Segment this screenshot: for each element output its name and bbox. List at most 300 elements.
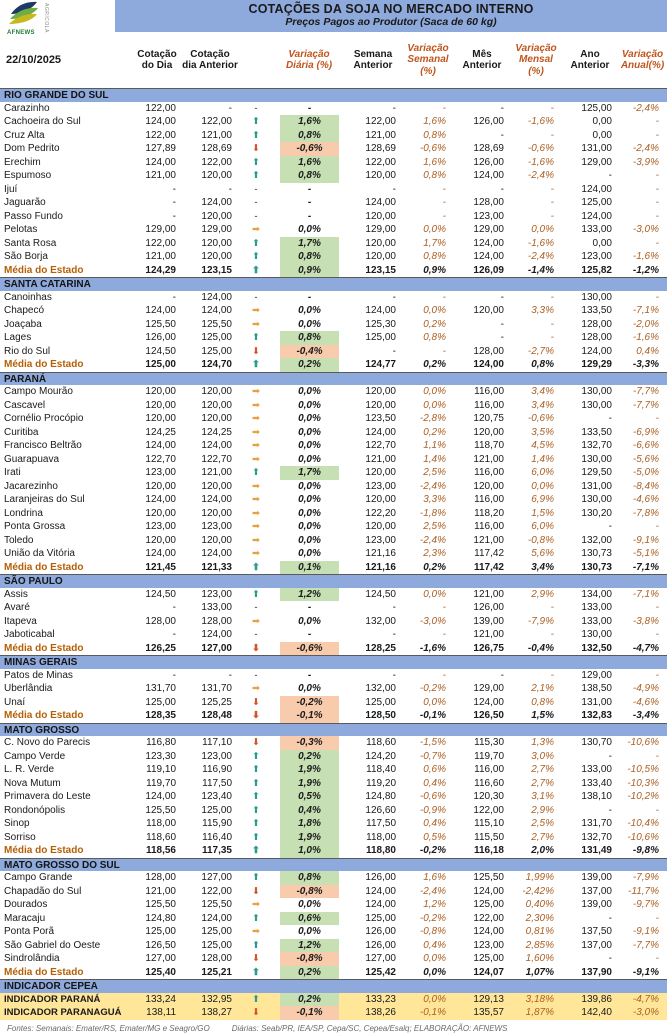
- quote-day-cell: 125,40: [145, 966, 176, 978]
- daily-variation-cell: -0,2%: [274, 696, 344, 710]
- table-row: [0, 210, 667, 224]
- arrow-up-icon: ⬆: [252, 170, 260, 181]
- month-prev-cell: 116,00: [474, 764, 504, 775]
- month-prev-cell: 116,00: [474, 521, 504, 532]
- year-prev-cell: 138,50: [581, 683, 612, 694]
- quote-day-cell: 124,00: [145, 791, 176, 802]
- annual-variation-cell: -11,7%: [628, 885, 659, 897]
- daily-variation-cell: 0,0%: [298, 494, 321, 505]
- quote-day-cell: 126,25: [145, 642, 176, 654]
- daily-variation-cell: 1,2%: [274, 588, 344, 602]
- week-prev-cell: 118,80: [365, 845, 396, 856]
- year-prev-cell: 132,83: [581, 710, 612, 721]
- year-prev-cell: 133,00: [581, 602, 612, 613]
- daily-variation-cell: 1,2%: [274, 939, 344, 953]
- quote-day-cell: 120,00: [145, 507, 176, 519]
- month-prev-cell: 123,00: [473, 210, 504, 222]
- month-prev-cell: 125,50: [473, 872, 504, 883]
- month-prev-cell: 126,00: [473, 156, 504, 168]
- monthly-variation-cell: -2,7%: [527, 345, 554, 357]
- week-prev-cell: 126,00: [365, 939, 396, 951]
- month-prev-cell: 129,00: [473, 224, 504, 235]
- week-prev-cell: 126,60: [365, 804, 396, 816]
- monthly-variation-cell: 2,85%: [525, 939, 554, 951]
- arrow-up-icon: ⬆: [252, 872, 260, 883]
- quote-day-cell: 128,00: [145, 615, 176, 627]
- arrow-right-icon: ➡: [252, 615, 260, 627]
- quote-day-cell: 122,00: [145, 129, 176, 141]
- month-prev-cell: 116,60: [474, 777, 504, 789]
- monthly-variation-cell: 3,5%: [531, 426, 554, 438]
- daily-variation-cell: 0,0%: [298, 318, 321, 330]
- quote-day-cell: 121,00: [145, 885, 176, 897]
- month-prev-cell: 125,00: [473, 899, 504, 910]
- table-row: [0, 912, 667, 926]
- quote-prev-day-cell: 127,00: [201, 872, 232, 883]
- quote-day-cell: -: [172, 669, 176, 681]
- annual-variation-cell: -8,4%: [632, 480, 659, 492]
- weekly-variation-cell: 0,8%: [423, 129, 446, 141]
- week-prev-cell: 126,00: [365, 872, 396, 883]
- week-prev-cell: 120,00: [365, 399, 396, 411]
- year-prev-cell: 134,00: [581, 588, 612, 600]
- monthly-variation-cell: 3,0%: [531, 750, 554, 762]
- weekly-variation-cell: 0,8%: [423, 170, 446, 181]
- annual-variation-cell: -9,1%: [632, 926, 659, 937]
- weekly-variation-cell: -0,2%: [419, 845, 446, 856]
- city-name-cell: C. Novo do Parecis: [4, 737, 91, 748]
- arrow-down-icon: ⬇: [252, 696, 260, 708]
- month-prev-cell: -: [500, 129, 504, 141]
- arrow-up-icon: ⬆: [252, 359, 260, 370]
- monthly-variation-cell: -: [550, 102, 554, 114]
- annual-variation-cell: -7,8%: [632, 507, 659, 519]
- quote-prev-day-cell: 125,00: [201, 345, 232, 357]
- monthly-variation-cell: -2,4%: [527, 251, 554, 262]
- city-name-cell: Itapeva: [4, 615, 37, 627]
- year-prev-cell: 129,00: [581, 156, 612, 168]
- quote-day-cell: 120,00: [145, 386, 176, 397]
- leaf-logo-icon: [7, 1, 43, 25]
- quote-prev-day-cell: 128,48: [201, 710, 232, 721]
- table-row: [0, 925, 667, 939]
- quote-prev-day-cell: -: [228, 183, 232, 195]
- city-name-cell: Erechim: [4, 156, 41, 168]
- quote-prev-day-cell: 124,00: [201, 494, 232, 505]
- week-prev-cell: 125,30: [365, 318, 396, 330]
- table-row: [0, 142, 667, 156]
- daily-variation-cell: 0,2%: [274, 750, 344, 764]
- quote-day-cell: 123,00: [145, 521, 176, 532]
- city-name-cell: Rio do Sul: [4, 345, 51, 357]
- week-prev-cell: 118,00: [366, 831, 396, 843]
- quote-prev-day-cell: 125,21: [201, 966, 232, 978]
- quote-prev-day-cell: 133,00: [201, 602, 232, 613]
- daily-variation-cell: -0,8%: [274, 885, 344, 899]
- daily-variation-cell: 0,2%: [274, 358, 344, 372]
- quote-day-cell: 124,25: [145, 426, 176, 438]
- table-row: [0, 156, 667, 170]
- section-header: SÃO PAULO: [0, 574, 667, 588]
- weekly-variation-cell: 0,2%: [423, 426, 446, 438]
- weekly-variation-cell: -: [442, 291, 446, 303]
- report-footer: [0, 1020, 667, 1033]
- monthly-variation-cell: -: [550, 129, 554, 141]
- quote-prev-day-cell: 125,00: [201, 804, 232, 816]
- monthly-variation-cell: 1,5%: [531, 507, 554, 519]
- year-prev-cell: 129,50: [581, 467, 612, 478]
- column-header: Variação Anual(%): [620, 48, 665, 71]
- column-header: Variação Mensal (%): [515, 43, 557, 77]
- daily-variation-cell: 0,8%: [274, 871, 344, 885]
- quote-day-cell: 127,00: [145, 953, 176, 964]
- city-name-cell: Santa Rosa: [4, 237, 57, 249]
- quote-day-cell: 122,70: [145, 453, 176, 465]
- quote-day-cell: 122,00: [145, 102, 176, 114]
- monthly-variation-cell: 0,40%: [525, 899, 554, 910]
- quote-prev-day-cell: 125,50: [201, 899, 232, 910]
- week-prev-cell: 119,20: [366, 777, 396, 789]
- month-prev-cell: 128,00: [473, 197, 504, 208]
- city-name-cell: Campo Grande: [4, 872, 73, 883]
- year-prev-cell: -: [608, 750, 612, 762]
- sources-weekly: Fontes: Semanais: Emater/RS, Emater/MG e Seagro/GO: [7, 1023, 210, 1033]
- weekly-variation-cell: 1,6%: [423, 116, 446, 127]
- arrow-right-icon: ➡: [252, 453, 260, 465]
- table-row: [0, 237, 667, 251]
- month-prev-cell: 122,00: [473, 804, 504, 816]
- quote-day-cell: 125,00: [145, 696, 176, 708]
- quote-day-cell: 122,00: [145, 237, 176, 249]
- state-average-label: Média do Estado: [4, 710, 84, 721]
- table-row: [0, 763, 667, 777]
- quote-prev-day-cell: 124,00: [201, 440, 232, 451]
- quote-day-cell: 125,00: [145, 926, 176, 937]
- table-row: [0, 264, 667, 278]
- weekly-variation-cell: -2,4%: [419, 534, 446, 546]
- monthly-variation-cell: 0,8%: [531, 359, 554, 370]
- monthly-variation-cell: 1,60%: [525, 953, 554, 964]
- quote-prev-day-cell: 120,00: [201, 170, 232, 181]
- arrow-down-icon: ⬇: [252, 885, 260, 897]
- daily-variation-cell: -0,6%: [274, 142, 344, 156]
- daily-variation-cell: -0,3%: [274, 736, 344, 750]
- month-prev-cell: 124,00: [473, 237, 504, 249]
- week-prev-cell: 122,00: [365, 116, 396, 127]
- month-prev-cell: -: [500, 318, 504, 330]
- arrow-up-icon: ⬆: [252, 156, 260, 168]
- daily-variation-cell: 0,8%: [274, 331, 344, 345]
- city-name-cell: L. R. Verde: [4, 764, 55, 775]
- monthly-variation-cell: 5,6%: [531, 548, 554, 559]
- table-row: [0, 480, 667, 494]
- quote-prev-day-cell: 120,00: [201, 507, 232, 519]
- annual-variation-cell: -: [655, 129, 659, 141]
- monthly-variation-cell: 3,3%: [531, 305, 554, 316]
- week-prev-cell: 120,00: [365, 237, 396, 249]
- monthly-variation-cell: 0,8%: [531, 696, 554, 708]
- year-prev-cell: 133,50: [581, 426, 612, 438]
- weekly-variation-cell: -0,1%: [419, 1007, 446, 1018]
- annual-variation-cell: -: [655, 750, 659, 762]
- quote-prev-day-cell: 124,00: [201, 197, 232, 208]
- month-prev-cell: 118,70: [474, 440, 504, 451]
- month-prev-cell: 121,00: [473, 453, 504, 465]
- weekly-variation-cell: 0,0%: [423, 305, 446, 316]
- daily-variation-cell: 0,0%: [298, 548, 321, 559]
- monthly-variation-cell: -: [550, 629, 554, 640]
- arrow-up-icon: ⬆: [252, 845, 260, 856]
- weekly-variation-cell: 0,8%: [423, 332, 446, 343]
- arrow-right-icon: ➡: [252, 440, 260, 451]
- week-prev-cell: -: [392, 291, 396, 303]
- quote-prev-day-cell: 123,00: [201, 521, 232, 532]
- month-prev-cell: 116,00: [474, 386, 504, 397]
- daily-variation-cell: 0,6%: [274, 912, 344, 926]
- week-prev-cell: 121,00: [365, 453, 396, 465]
- week-prev-cell: 120,00: [365, 521, 396, 532]
- annual-variation-cell: -10,4%: [627, 818, 659, 829]
- weekly-variation-cell: -1,5%: [419, 737, 446, 748]
- weekly-variation-cell: 0,9%: [423, 264, 446, 276]
- year-prev-cell: 130,73: [581, 548, 612, 559]
- quote-prev-day-cell: 122,70: [201, 453, 232, 465]
- year-prev-cell: 133,00: [581, 764, 612, 775]
- year-prev-cell: 129,00: [581, 669, 612, 681]
- weekly-variation-cell: 0,4%: [423, 939, 446, 951]
- daily-variation-cell: 1,7%: [274, 466, 344, 480]
- monthly-variation-cell: 1,5%: [531, 710, 554, 721]
- daily-variation-cell: 0,0%: [298, 426, 321, 438]
- report-date: 22/10/2025: [6, 54, 62, 66]
- year-prev-cell: 137,90: [581, 966, 612, 978]
- week-prev-cell: 124,00: [365, 899, 396, 910]
- weekly-variation-cell: 0,0%: [423, 224, 446, 235]
- quote-day-cell: -: [172, 291, 176, 303]
- month-prev-cell: 120,30: [473, 791, 504, 802]
- annual-variation-cell: -4,6%: [632, 494, 659, 505]
- arrow-right-icon: ➡: [252, 386, 260, 397]
- monthly-variation-cell: 0,0%: [531, 224, 554, 235]
- year-prev-cell: 131,00: [581, 480, 612, 492]
- quote-prev-day-cell: 125,25: [201, 696, 232, 708]
- city-name-cell: INDICADOR PARANAGUÁ: [4, 1007, 122, 1018]
- year-prev-cell: 132,50: [581, 642, 612, 654]
- arrow-right-icon: ➡: [252, 534, 260, 546]
- weekly-variation-cell: 0,0%: [423, 588, 446, 600]
- monthly-variation-cell: 2,5%: [531, 818, 554, 829]
- week-prev-cell: 129,00: [365, 224, 396, 235]
- table-row: [0, 358, 667, 372]
- week-prev-cell: 118,40: [366, 764, 396, 775]
- sources-daily: Diárias: Seab/PR, IEA/SP, Cepa/SC, Cepea/Esalq; ELABORAÇÃO: AFNEWS: [231, 1023, 508, 1033]
- report-header: [0, 0, 667, 88]
- arrow-up-icon: ⬆: [252, 764, 260, 775]
- month-prev-cell: 126,50: [473, 710, 504, 721]
- week-prev-cell: 125,00: [365, 912, 396, 924]
- annual-variation-cell: -4,9%: [632, 683, 659, 694]
- annual-variation-cell: -: [655, 602, 659, 613]
- arrow-up-icon: ⬆: [252, 750, 260, 762]
- state-average-label: Média do Estado: [4, 845, 84, 856]
- quote-day-cell: 124,80: [145, 912, 176, 924]
- table-row: [0, 318, 667, 332]
- week-prev-cell: 128,25: [365, 642, 396, 654]
- daily-variation-cell: 0,1%: [274, 561, 344, 575]
- annual-variation-cell: -7,9%: [632, 872, 659, 883]
- table-row: [0, 750, 667, 764]
- city-name-cell: Jaboticabal: [4, 629, 55, 640]
- table-row: [0, 1006, 667, 1020]
- quote-prev-day-cell: 124,00: [201, 548, 232, 559]
- table-row: [0, 696, 667, 710]
- table-row: [0, 736, 667, 750]
- city-name-cell: Espumoso: [4, 170, 52, 181]
- week-prev-cell: -: [392, 629, 396, 640]
- month-prev-cell: 124,00: [473, 696, 504, 708]
- city-name-cell: Cornélio Procópio: [4, 413, 84, 424]
- month-prev-cell: 116,18: [473, 845, 504, 856]
- month-prev-cell: 115,10: [474, 818, 504, 829]
- weekly-variation-cell: 0,5%: [423, 831, 446, 843]
- month-prev-cell: 126,00: [473, 602, 504, 613]
- monthly-variation-cell: 2,7%: [531, 764, 554, 775]
- weekly-variation-cell: -2,4%: [419, 885, 446, 897]
- annual-variation-cell: -7,1%: [632, 305, 659, 316]
- table-row: [0, 628, 667, 642]
- annual-variation-cell: -3,3%: [632, 359, 659, 370]
- quote-prev-day-cell: 116,40: [202, 831, 232, 843]
- week-prev-cell: 123,50: [365, 413, 396, 424]
- table-row: [0, 520, 667, 534]
- week-prev-cell: 126,00: [365, 926, 396, 937]
- weekly-variation-cell: 2,3%: [423, 548, 446, 559]
- city-name-cell: Ijuí: [4, 183, 18, 195]
- annual-variation-cell: -: [655, 629, 659, 640]
- arrow-right-icon: ➡: [252, 318, 260, 330]
- quote-prev-day-cell: 120,00: [201, 251, 232, 262]
- daily-variation-cell: -: [307, 291, 312, 303]
- week-prev-cell: 122,70: [365, 440, 396, 451]
- annual-variation-cell: -9,7%: [632, 899, 659, 910]
- year-prev-cell: 124,00: [581, 210, 612, 222]
- daily-variation-cell: 1,8%: [274, 817, 344, 831]
- month-prev-cell: 125,00: [473, 953, 504, 964]
- quote-prev-day-cell: 124,00: [201, 912, 232, 924]
- quote-prev-day-cell: 122,00: [201, 156, 232, 168]
- daily-variation-cell: 1,6%: [274, 156, 344, 170]
- city-name-cell: INDICADOR PARANÁ: [4, 993, 101, 1005]
- quote-day-cell: 128,35: [145, 710, 176, 721]
- month-prev-cell: 129,00: [473, 683, 504, 694]
- annual-variation-cell: -: [655, 953, 659, 964]
- state-average-label: Média do Estado: [4, 642, 84, 654]
- daily-variation-cell: -0,4%: [274, 345, 344, 359]
- quote-day-cell: 123,00: [145, 467, 176, 478]
- year-prev-cell: 128,00: [581, 332, 612, 343]
- quote-day-cell: 124,00: [145, 116, 176, 127]
- year-prev-cell: 137,00: [581, 885, 612, 897]
- table-row: [0, 561, 667, 575]
- quote-day-cell: 120,00: [145, 534, 176, 546]
- week-prev-cell: 124,80: [365, 791, 396, 802]
- city-name-cell: Passo Fundo: [4, 210, 63, 222]
- year-prev-cell: 130,00: [581, 386, 612, 397]
- annual-variation-cell: -4,7%: [632, 642, 659, 654]
- weekly-variation-cell: -1,6%: [419, 642, 446, 654]
- week-prev-cell: 122,00: [365, 156, 396, 168]
- city-name-cell: Rondonópolis: [4, 804, 66, 816]
- arrow-down-icon: ⬇: [252, 345, 260, 357]
- year-prev-cell: 133,40: [581, 777, 612, 789]
- week-prev-cell: 125,42: [365, 966, 396, 978]
- annual-variation-cell: -5,1%: [632, 548, 659, 559]
- annual-variation-cell: -: [655, 413, 659, 424]
- quote-day-cell: 133,24: [145, 993, 176, 1005]
- quote-day-cell: 126,00: [145, 332, 176, 343]
- quote-day-cell: 125,50: [145, 318, 176, 330]
- year-prev-cell: 139,86: [581, 993, 612, 1005]
- month-prev-cell: 120,00: [473, 480, 504, 492]
- year-prev-cell: 130,00: [581, 291, 612, 303]
- monthly-variation-cell: 1,99%: [525, 872, 554, 883]
- city-name-cell: Lages: [4, 332, 32, 343]
- daily-variation-cell: 1,7%: [274, 237, 344, 251]
- annual-variation-cell: -6,9%: [632, 426, 659, 438]
- month-prev-cell: -: [500, 102, 504, 114]
- city-name-cell: Pelotas: [4, 224, 38, 235]
- daily-variation-cell: 1,0%: [274, 844, 344, 858]
- quote-day-cell: -: [172, 197, 176, 208]
- weekly-variation-cell: -: [442, 629, 446, 640]
- quote-prev-day-cell: 123,40: [201, 791, 232, 802]
- monthly-variation-cell: 2,0%: [531, 845, 554, 856]
- weekly-variation-cell: -0,6%: [419, 791, 446, 802]
- weekly-variation-cell: 0,2%: [423, 359, 446, 370]
- quote-prev-day-cell: 116,90: [202, 764, 232, 775]
- week-prev-cell: -: [392, 183, 396, 195]
- annual-variation-cell: -5,6%: [632, 453, 659, 465]
- monthly-variation-cell: 3,4%: [531, 399, 554, 411]
- year-prev-cell: 130,20: [581, 507, 612, 519]
- year-prev-cell: 133,50: [581, 305, 612, 316]
- annual-variation-cell: -3,0%: [632, 1007, 659, 1018]
- daily-variation-cell: -0,1%: [274, 1006, 344, 1020]
- annual-variation-cell: -2,4%: [632, 102, 659, 114]
- quote-prev-day-cell: 124,00: [201, 305, 232, 316]
- table-row: [0, 345, 667, 359]
- trend-arrow-cell: -: [254, 210, 258, 222]
- monthly-variation-cell: -1,6%: [527, 156, 554, 168]
- monthly-variation-cell: 6,0%: [531, 467, 554, 478]
- monthly-variation-cell: -1,6%: [527, 237, 554, 249]
- table-row: [0, 588, 667, 602]
- title-band: [115, 0, 667, 32]
- monthly-variation-cell: 2,9%: [531, 588, 554, 600]
- monthly-variation-cell: 3,1%: [531, 791, 554, 802]
- section-header: INDICADOR CEPEA: [0, 979, 667, 993]
- year-prev-cell: -: [608, 521, 612, 532]
- arrow-right-icon: ➡: [252, 683, 260, 694]
- quote-day-cell: 124,50: [145, 588, 176, 600]
- table-row: [0, 183, 667, 197]
- trend-arrow-cell: -: [254, 102, 258, 114]
- month-prev-cell: 124,00: [473, 359, 504, 370]
- weekly-variation-cell: -0,9%: [419, 804, 446, 816]
- city-name-cell: Campo Verde: [4, 750, 66, 762]
- quote-day-cell: 129,00: [145, 224, 176, 235]
- annual-variation-cell: -2,4%: [632, 143, 659, 154]
